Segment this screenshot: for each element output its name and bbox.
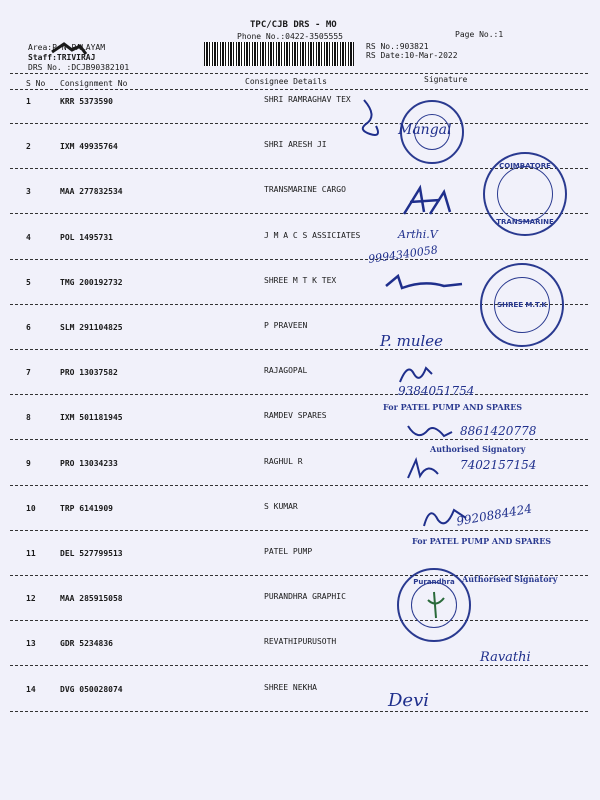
signature-scribble-row1 bbox=[356, 96, 386, 142]
row-sno: 1 bbox=[26, 97, 31, 106]
row-sno: 11 bbox=[26, 549, 36, 558]
handwritten-phone-row7: 9384051754 bbox=[398, 384, 475, 398]
column-sno: S No bbox=[26, 79, 46, 88]
row-divider bbox=[10, 394, 588, 395]
row-sno: 2 bbox=[26, 142, 31, 151]
handwritten-signature-row6: P. mulee bbox=[380, 332, 444, 350]
page-number: Page No.:1 bbox=[455, 30, 504, 39]
row-consignment-no: PRO 13034233 bbox=[60, 459, 118, 468]
signature-scribble-row9 bbox=[404, 456, 444, 482]
row-divider bbox=[10, 665, 588, 666]
row-consignment-no: TMG 200192732 bbox=[60, 278, 123, 287]
row-sno: 3 bbox=[26, 187, 31, 196]
row-consignee: RAMDEV SPARES bbox=[264, 411, 327, 420]
handwritten-phone-row10: 9920884424 bbox=[455, 501, 533, 529]
sheet-title: TPC/CJB DRS - MO bbox=[250, 20, 337, 30]
row-consignee: REVATHIPURUSOTH bbox=[264, 637, 337, 646]
patel-stamp-1: For PATEL PUMP AND SPARES bbox=[383, 402, 523, 412]
row-divider bbox=[10, 530, 588, 531]
row-consignment-no: SLM 291104825 bbox=[60, 323, 123, 332]
row-consignment-no: KRR 5373590 bbox=[60, 97, 113, 106]
barcode bbox=[204, 42, 354, 66]
signature-scribble-row5 bbox=[384, 274, 464, 294]
staff-label: Staff:TRIVIRAJ bbox=[28, 53, 96, 62]
row-consignment-no: PRO 13037582 bbox=[60, 368, 118, 377]
row-consignee: SHRI ARESH JI bbox=[264, 140, 327, 149]
row-consignee: TRANSMARINE CARGO bbox=[264, 185, 346, 194]
shree-stamp bbox=[480, 263, 564, 347]
row-consignment-no: MAA 277832534 bbox=[60, 187, 123, 196]
row-divider bbox=[10, 123, 588, 124]
row-sno: 4 bbox=[26, 233, 31, 242]
handwritten-signature-row14: Devi bbox=[388, 690, 430, 711]
row-consignment-no: TRP 6141909 bbox=[60, 504, 113, 513]
column-consignee: Consignee Details bbox=[245, 77, 327, 86]
row-consignee: PURANDHRA GRAPHIC bbox=[264, 592, 346, 601]
row-sno: 7 bbox=[26, 368, 31, 377]
row-consignment-no: MAA 285915058 bbox=[60, 594, 123, 603]
transmarine-stamp bbox=[483, 152, 567, 236]
signature-scribble-row10 bbox=[420, 500, 470, 530]
row-consignee: RAGHUL R bbox=[264, 457, 303, 466]
row-sno: 14 bbox=[26, 685, 36, 694]
ink-mark bbox=[50, 40, 90, 62]
handwritten-phone-row9: 7402157154 bbox=[460, 458, 537, 472]
handwritten-phone-row8: 8861420778 bbox=[460, 424, 537, 438]
signature-scribble-row3 bbox=[400, 184, 460, 220]
row-divider bbox=[10, 259, 588, 260]
area-label: Area:P N PALAYAM bbox=[28, 43, 106, 52]
transmarine-name: TRANSMARINE bbox=[496, 218, 554, 226]
shree-name: SHREE M.T.K bbox=[497, 301, 547, 309]
row-consignee: S KUMAR bbox=[264, 502, 298, 511]
row-sno: 5 bbox=[26, 278, 31, 287]
row-consignment-no: IXM 501181945 bbox=[60, 413, 123, 422]
row-consignee: SHRI RAMRAGHAV TEX bbox=[264, 95, 351, 104]
column-consignment: Consignment No bbox=[60, 79, 128, 88]
column-signature: Signature bbox=[424, 75, 468, 84]
row-consignment-no: GDR 5234836 bbox=[60, 639, 113, 648]
row-sno: 13 bbox=[26, 639, 36, 648]
rs-number: RS No.:903821 bbox=[366, 42, 429, 51]
phone-number: Phone No.:0422-3505555 bbox=[237, 32, 343, 41]
handwritten-name-row4: Arthi.V bbox=[398, 228, 438, 241]
row-consignee: SHREE M T K TEX bbox=[264, 276, 337, 285]
row-consignment-no: IXM 49935764 bbox=[60, 142, 118, 151]
rs-date: RS Date:10-Mar-2022 bbox=[366, 51, 458, 60]
row-consignee: J M A C S ASSICIATES bbox=[264, 231, 361, 240]
row-sno: 9 bbox=[26, 459, 31, 468]
row-consignee: SHREE NEKHA bbox=[264, 683, 317, 692]
drs-number: DRS No. :DCJB90382101 bbox=[28, 63, 130, 72]
row-divider bbox=[10, 711, 588, 712]
columns-divider bbox=[10, 89, 588, 90]
row-sno: 10 bbox=[26, 504, 36, 513]
row-consignee: RAJAGOPAL bbox=[264, 366, 308, 375]
transmarine-city: COIMBATORE bbox=[499, 162, 551, 170]
signature-scribble-row12 bbox=[420, 590, 450, 620]
patel-auth-1: Authorised Signatory bbox=[430, 444, 526, 454]
row-sno: 12 bbox=[26, 594, 36, 603]
patel-stamp-2: For PATEL PUMP AND SPARES bbox=[412, 536, 552, 546]
row-consignment-no: POL 1495731 bbox=[60, 233, 113, 242]
row-sno: 6 bbox=[26, 323, 31, 332]
signature-scribble-row7 bbox=[396, 360, 436, 386]
row-divider bbox=[10, 485, 588, 486]
handwritten-signature-row1: Mangal bbox=[398, 122, 452, 138]
row-consignee: P PRAVEEN bbox=[264, 321, 308, 330]
handwritten-phone-row4: 9994340058 bbox=[367, 243, 439, 266]
row-divider bbox=[10, 620, 588, 621]
row-sno: 8 bbox=[26, 413, 31, 422]
row-divider bbox=[10, 349, 588, 350]
patel-auth-2: Authorised Signatory bbox=[462, 574, 558, 584]
row-consignment-no: DVG 050028074 bbox=[60, 685, 123, 694]
row-consignee: PATEL PUMP bbox=[264, 547, 313, 556]
row-consignment-no: DEL 527799513 bbox=[60, 549, 123, 558]
signature-scribble-row8 bbox=[404, 420, 454, 446]
purandhra-name: Purandhra bbox=[413, 578, 455, 586]
row-divider bbox=[10, 439, 588, 440]
header-divider bbox=[10, 73, 588, 74]
handwritten-signature-row13: Ravathi bbox=[480, 650, 531, 665]
